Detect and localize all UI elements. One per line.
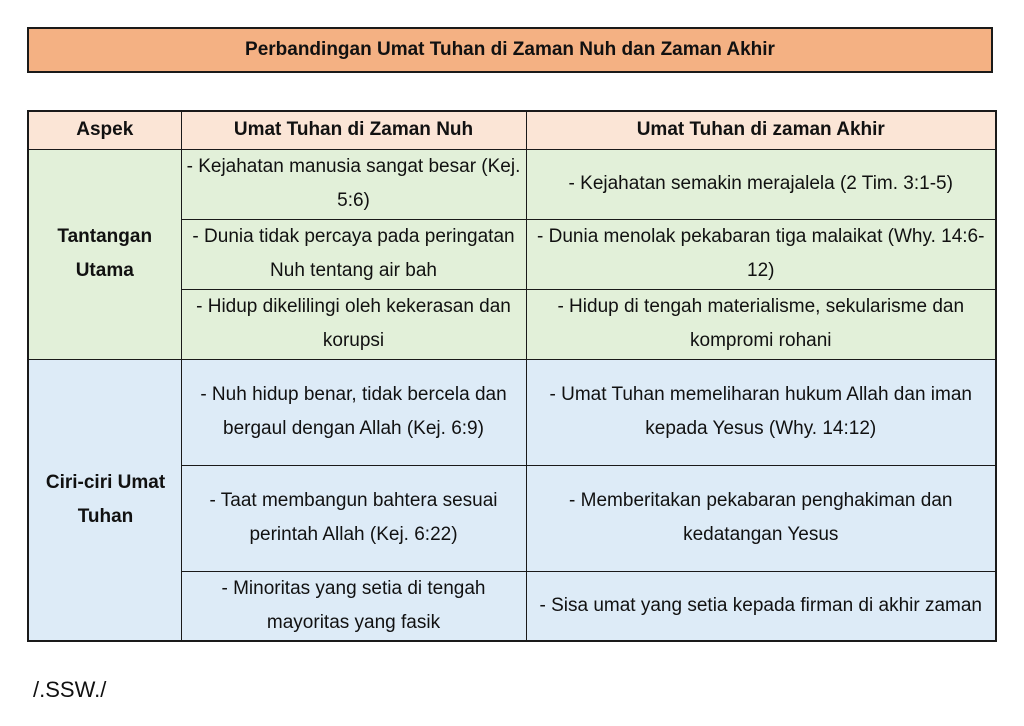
cell-nuh: - Hidup dikelilingi oleh kekerasan dan korupsi	[181, 289, 526, 359]
aspect-label: Tantangan Utama	[57, 226, 153, 281]
cell-akhir: - Umat Tuhan memeliharan hukum Allah dan iman kepada Yesus (Why. 14:12)	[526, 359, 996, 465]
cell-akhir: - Dunia menolak pekabaran tiga malaikat (Why. 14:6-12)	[526, 219, 996, 289]
cell-nuh: - Kejahatan manusia sangat besar (Kej. 5:6)	[181, 149, 526, 219]
header-zaman-nuh: Umat Tuhan di Zaman Nuh	[181, 111, 526, 149]
comparison-table	[27, 110, 997, 642]
header-row	[28, 111, 996, 149]
cell-nuh: - Taat membangun bahtera sesuai perintah Allah (Kej. 6:22)	[181, 465, 526, 571]
cell-nuh: - Minoritas yang setia di tengah mayoritas yang fasik	[181, 571, 526, 641]
author-signature: /.SSW./	[33, 677, 107, 702]
header-aspek: Aspek	[28, 111, 181, 149]
aspect-label: Ciri-ciri Umat Tuhan	[45, 471, 166, 527]
cell-nuh: - Dunia tidak percaya pada peringatan Nuh tentang air bah	[181, 219, 526, 289]
page-title: Perbandingan Umat Tuhan di Zaman Nuh dan Zaman Akhir	[27, 27, 993, 73]
table-row	[28, 359, 996, 465]
cell-nuh: - Nuh hidup benar, tidak bercela dan bergaul dengan Allah (Kej. 6:9)	[181, 359, 526, 465]
cell-akhir: - Sisa umat yang setia kepada firman di akhir zaman	[526, 571, 996, 641]
header-zaman-akhir: Umat Tuhan di zaman Akhir	[526, 111, 996, 149]
cell-akhir: - Kejahatan semakin merajalela (2 Tim. 3:1-5)	[526, 149, 996, 219]
aspect-tantangan-utama	[28, 149, 181, 359]
cell-akhir: - Memberitakan pekabaran penghakiman dan kedatangan Yesus	[526, 465, 996, 571]
aspect-ciri-ciri-umat-tuhan	[28, 359, 181, 641]
table-row	[28, 149, 996, 219]
cell-akhir: - Hidup di tengah materialisme, sekularisme dan kompromi rohani	[526, 289, 996, 359]
